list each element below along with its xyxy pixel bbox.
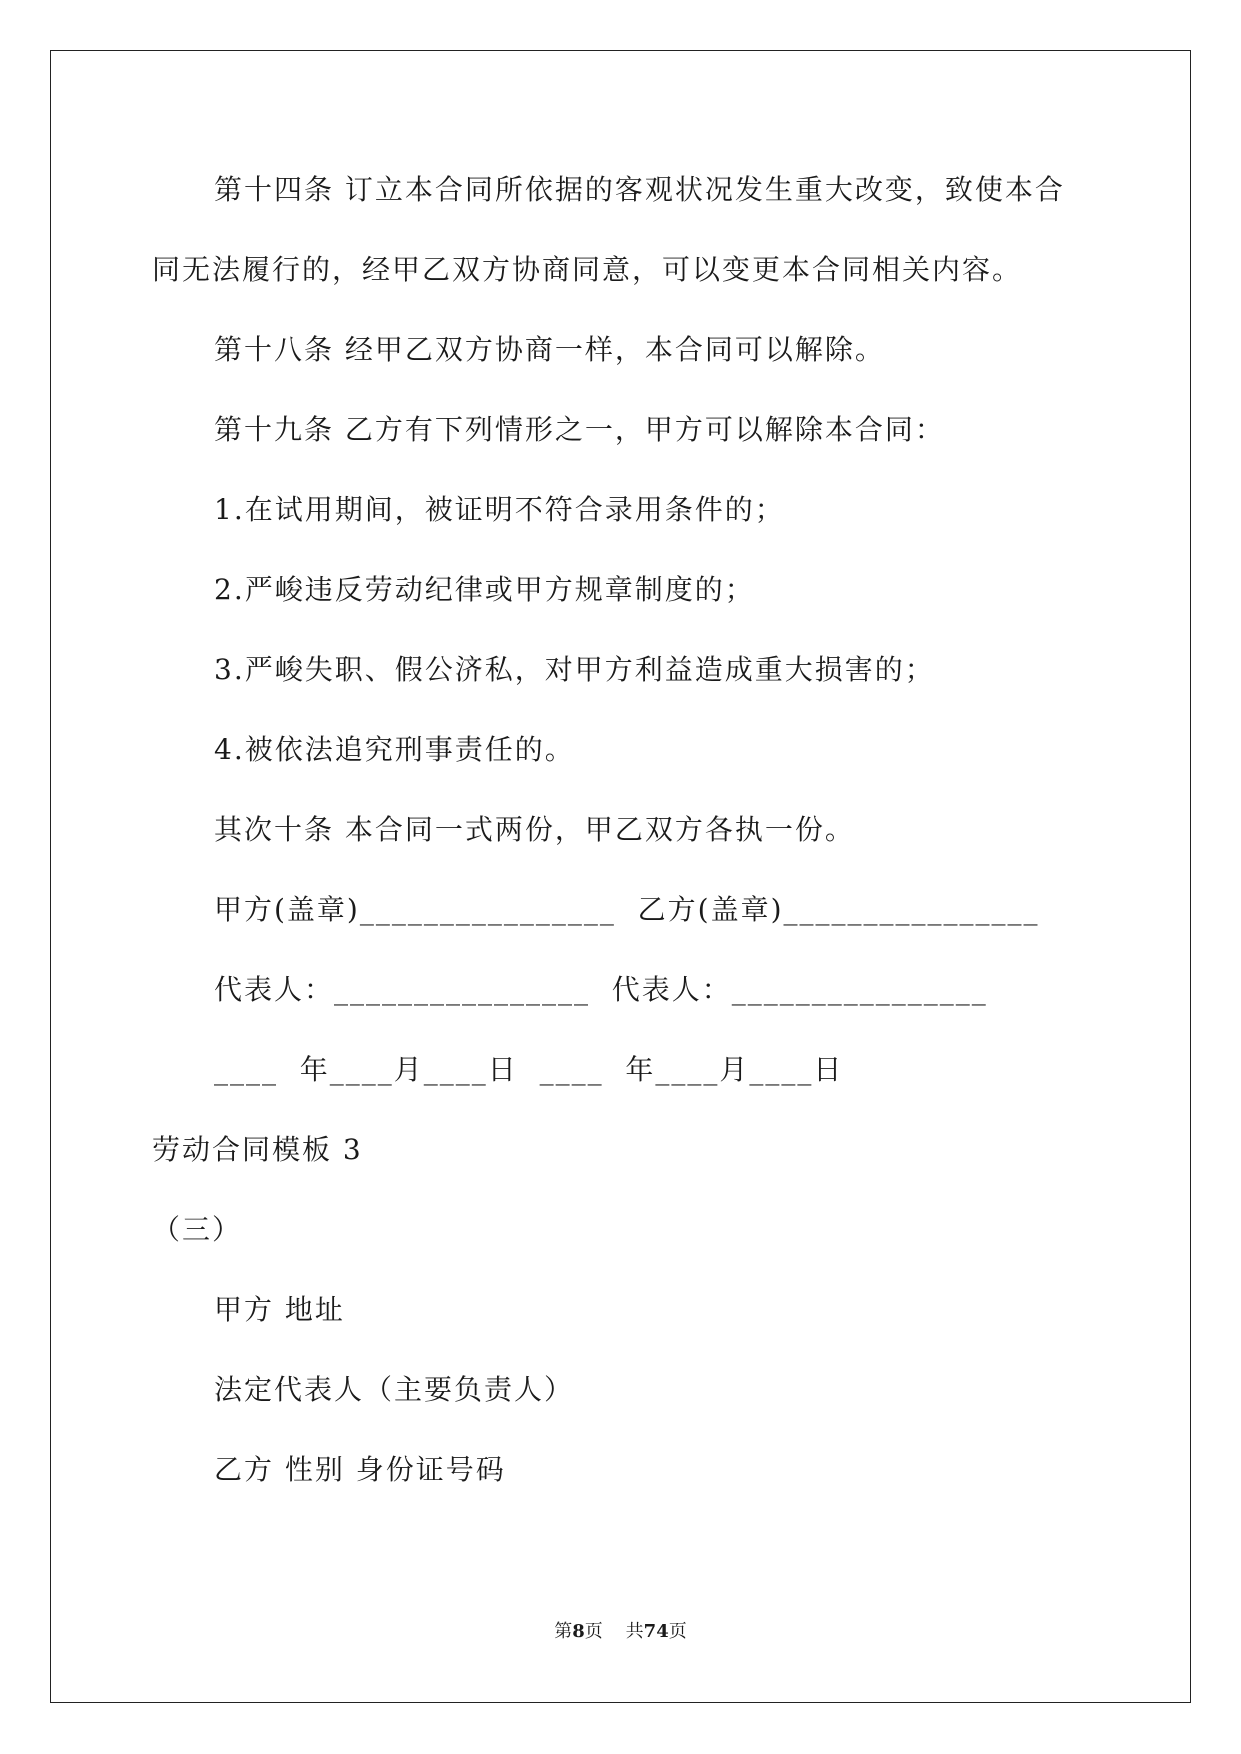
list-item-4: 4.被依法追究刑事责任的。 <box>214 733 575 766</box>
party-b-info-line: 乙方 性别 身份证号码 <box>214 1453 506 1486</box>
signature-date-line: ____ 年____月____日 ____ 年____月____日 <box>214 1053 844 1086</box>
footer-page-number: 8 <box>572 1621 585 1642</box>
paragraph-article-20: 其次十条 本合同一式两份，甲乙双方各执一份。 <box>214 813 855 846</box>
list-item-1: 1.在试用期间，被证明不符合录用条件的； <box>214 493 785 526</box>
list-item-2: 2.严峻违反劳动纪律或甲方规章制度的； <box>214 573 755 606</box>
paragraph-article-14-cont: 同无法履行的，经甲乙双方协商同意，可以变更本合同相关内容。 <box>152 253 1023 286</box>
page-footer <box>0 1620 1241 1644</box>
list-item-3: 3.严峻失职、假公济私，对甲方利益造成重大损害的； <box>214 653 935 686</box>
footer-page-suffix: 页 <box>584 1621 603 1642</box>
section-number: （三） <box>152 1213 243 1246</box>
footer-total-pages: 74 <box>643 1621 669 1642</box>
legal-representative-line: 法定代表人（主要负责人） <box>214 1373 575 1406</box>
section-heading: 劳动合同模板 3 <box>152 1133 363 1166</box>
party-a-address-line: 甲方 地址 <box>214 1293 345 1326</box>
footer-page-prefix: 第 <box>554 1621 573 1642</box>
paragraph-article-14: 第十四条 订立本合同所依据的客观状况发生重大改变，致使本合 <box>214 173 1065 206</box>
footer-total-suffix: 页 <box>668 1621 687 1642</box>
signature-representative-line: 代表人：________________ 代表人：________________ <box>214 973 988 1006</box>
footer-total-prefix: 共 <box>625 1621 644 1642</box>
signature-seal-line: 甲方(盖章)________________ 乙方(盖章)________________ <box>214 893 1040 926</box>
paragraph-article-18: 第十八条 经甲乙双方协商一样，本合同可以解除。 <box>214 333 885 366</box>
paragraph-article-19: 第十九条 乙方有下列情形之一，甲方可以解除本合同： <box>214 413 945 446</box>
